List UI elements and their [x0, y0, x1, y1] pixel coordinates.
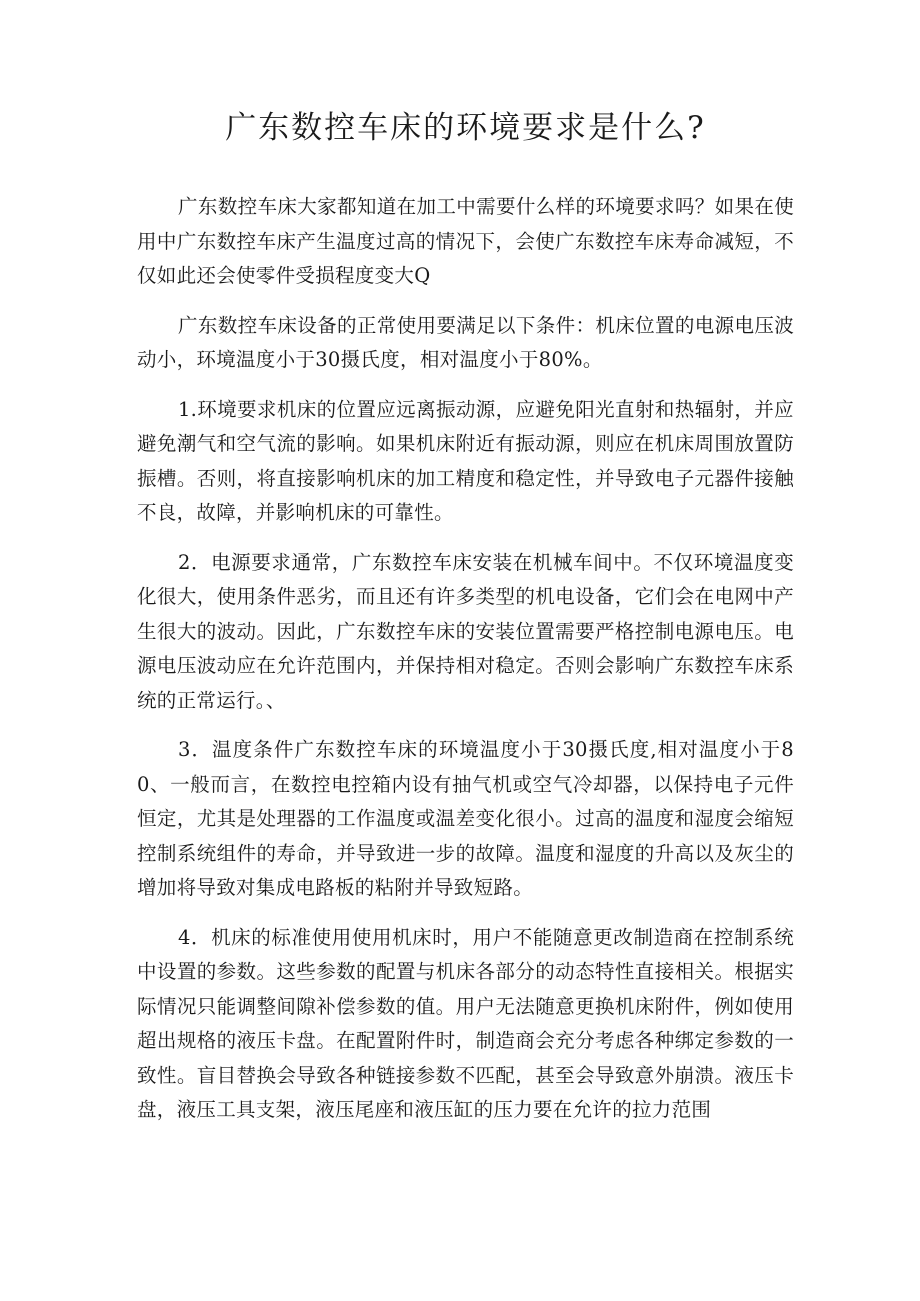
paragraph-environment: 1.环境要求机床的位置应远离振动源，应避免阳光直射和热辐射，并应避免潮气和空气流的影响。如果机床附近有振动源，则应在机床周围放置防振槽。否则，将直接影响机床的加工精度和稳定性，并导致电子元器件接触不良，故障，并影响机床的可靠性。: [137, 397, 794, 524]
document-body: [137, 190, 794, 1128]
document-title: 广东数控车床的环境要求是什么?: [225, 110, 706, 146]
paragraph-intro: 广东数控车床大家都知道在加工中需要什么样的环境要求吗？如果在使用中广东数控车床产生温度过高的情况下，会使广东数控车床寿命减短，不仅如此还会使零件受损程度变大Q: [137, 195, 794, 287]
paragraph-power: 2．电源要求通常，广东数控车床安装在机械车间中。不仅环境温度变化很大，使用条件恶劣，而且还有许多类型的机电设备，它们会在电网中产生很大的波动。因此，广东数控车床的安装位置需要严格控制电源电压。电源电压波动应在允许范围内，并保持相对稳定。否则会影响广东数控车床系统的正常运行。、: [137, 550, 794, 712]
paragraph-temperature: 3．温度条件广东数控车床的环境温度小于30摄氏度,相对温度小于80、一般而言，在数控电控箱内设有抽气机或空气冷却器，以保持电子元件恒定，尤其是处理器的工作温度或温差变化很小。过高的温度和湿度会缩短控制系统组件的寿命，并导致进一步的故障。温度和湿度的升高以及灰尘的增加将导致对集成电路板的粘附并导致短路。: [137, 738, 794, 899]
paragraph-usage: 4．机床的标准使用使用机床时，用户不能随意更改制造商在控制系统中设置的参数。这些参数的配置与机床各部分的动态特性直接相关。根据实际情况只能调整间隙补偿参数的值。用户无法随意更换机床附件，例如使用超出规格的液压卡盘。在配置附件时，制造商会充分考虑各种绑定参数的一致性。盲目替换会导致各种链接参数不匹配，甚至会导致意外崩溃。液压卡盘，液压工具支架，液压尾座和液压缸的压力要在允许的拉力范围: [137, 925, 794, 1121]
paragraph-conditions: 广东数控车床设备的正常使用要满足以下条件：机床位置的电源电压波动小，环境温度小于30摄氏度，相对温度小于80%。: [137, 313, 794, 371]
